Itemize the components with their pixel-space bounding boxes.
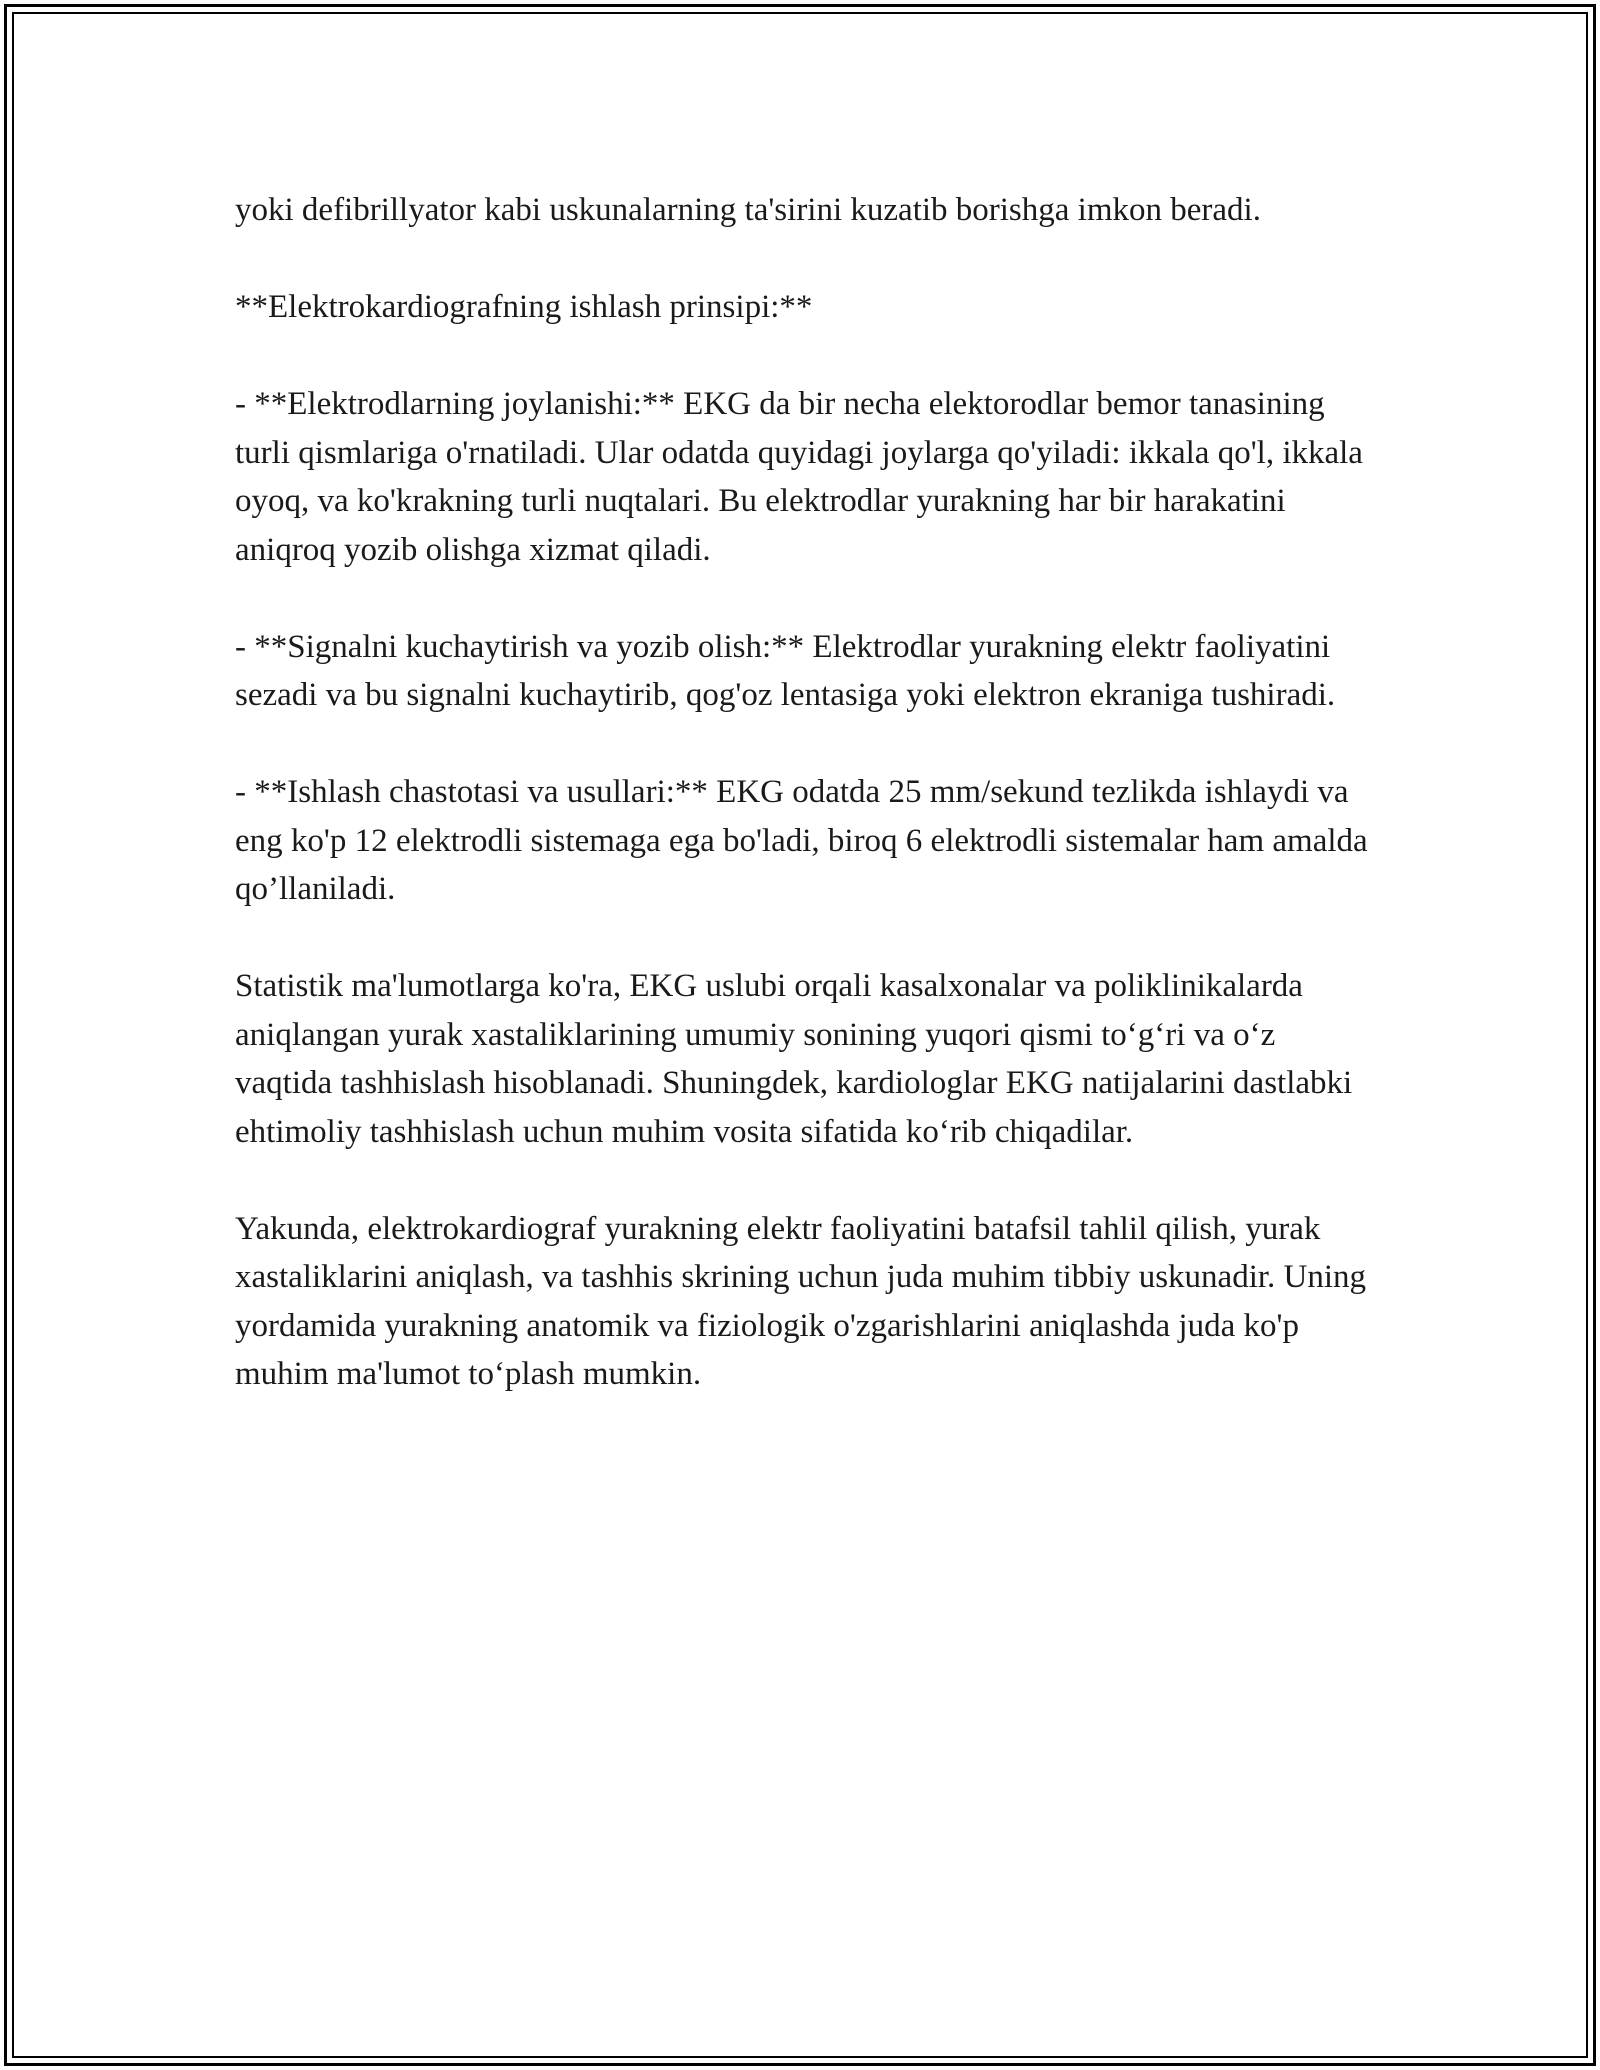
document-body bbox=[235, 186, 1375, 1399]
section-heading: **Elektrokardiografning ishlash prinsipi:** bbox=[235, 289, 813, 325]
list-item-electrode-placement: - **Elektrodlarning joylanishi:** EKG da bir necha elektorodlar bemor tanasining turli qismlariga o'rnatiladi. Ular odatda quyidagi joylarga qo'yiladi: ikkala qo'l, ikkala oyoq, va ko'krakning turli nuqtalari. Bu elektrodlar yurakning har bir harakatini aniqroq yozib olishga xizmat qiladi. bbox=[235, 386, 1363, 568]
list-item-operating-frequency: - **Ishlash chastotasi va usullari:** EKG odatda 25 mm/sekund tezlikda ishlaydi va eng ko'p 12 elektrodli sistemaga ega bo'ladi, biroq 6 elektrodli sistemalar ham amalda qo’llaniladi. bbox=[235, 774, 1368, 907]
paragraph-conclusion: Yakunda, elektrokardiograf yurakning elektr faoliyatini batafsil tahlil qilish, yurak xastaliklarini aniqlash, va tashhis skrining uchun juda muhim tibbiy uskunadir. Uning yordamida yurakning anatomik va fiziologik o'zgarishlarini aniqlashda juda ko'p muhim ma'lumot to‘plash mumkin. bbox=[235, 1210, 1367, 1392]
list-item-signal-amplification: - **Signalni kuchaytirish va yozib olish:** Elektrodlar yurakning elektr faoliyatini sezadi va bu signalni kuchaytirib, qog'oz lentasiga yoki elektron ekraniga tushiradi. bbox=[235, 628, 1336, 713]
paragraph-continuation: yoki defibrillyator kabi uskunalarning ta'sirini kuzatib borishga imkon beradi. bbox=[235, 192, 1261, 228]
paragraph-statistics: Statistik ma'lumotlarga ko'ra, EKG uslubi orqali kasalxonalar va poliklinikalarda aniqlangan yurak xastaliklarining umumiy sonining yuqori qismi to‘g‘ri va o‘z vaqtida tashhislash hisoblanadi. Shuningdek, kardiologlar EKG natijalarini dastlabki ehtimoliy tashhislash uchun muhim vosita sifatida ko‘rib chiqadilar. bbox=[235, 968, 1353, 1150]
